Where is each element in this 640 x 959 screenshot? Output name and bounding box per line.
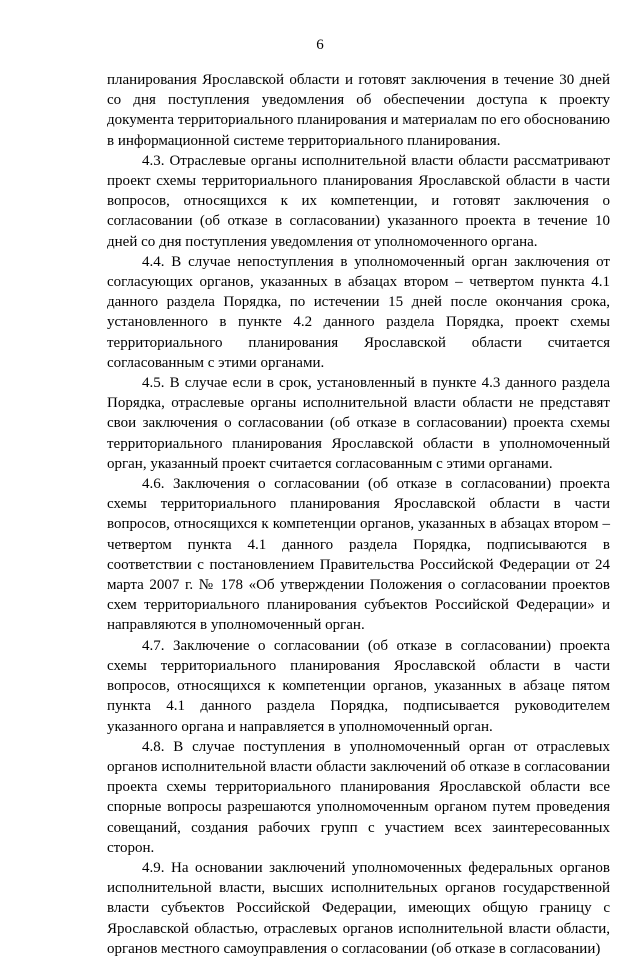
page-number: 6 [316, 37, 324, 53]
paragraph-4-8: 4.8. В случае поступления в уполномоченный орган от отраслевых органов исполнительной власти области заключений об отказе в согласовании проекта схемы территориального планирования Ярославской области все спорные вопросы разрешаются уполномоченным органом путем проведения совещаний, создания рабочих групп с участием всех заинтересованных сторон. [107, 738, 610, 856]
paragraph-4-4: 4.4. В случае непоступления в уполномоченный орган заключения от согласующих органов, указанных в абзацах втором – четвертом пункта 4.1 данного раздела Порядка, по истечении 15 дней после окончания срока, установленного в пункте 4.2 данного раздела Порядка, проект схемы территориального планирования Ярославской области считается согласованным с этими органами. [107, 253, 610, 371]
paragraph-4-9: 4.9. На основании заключений уполномоченных федеральных органов исполнительной власти, высших исполнительных органов государственной власти субъектов Российской Федерации, имеющих общую границу с Ярославской областью, отраслевых органов исполнительной власти области, органов местного самоуправления о согласовании (об отказе в согласовании) [107, 859, 610, 957]
paragraph-4-6: 4.6. Заключения о согласовании (об отказе в согласовании) проекта схемы территориального планирования Ярославской области в части вопросов, относящихся к компетенции органов, указанных в абзацах втором – четвертом пункта 4.1 данного раздела Порядка, подписываются в соответствии с постановлением Правительства Российской Федерации от 24 марта 2007 г. № 178 «Об утверждении Положения о согласовании проектов схем территориального планирования субъектов Российской Федерации» и направляются в уполномоченный орган. [107, 476, 610, 634]
paragraph-4-5: 4.5. В случае если в срок, установленный в пункте 4.3 данного раздела Порядка, отраслевые органы исполнительной власти области не представят свои заключения о согласовании (об отказе в согласовании) проекта схемы территориального планирования Ярославской области в уполномоченный орган, указанный проект считается согласованным с этими органами. [107, 375, 610, 472]
document-body [107, 70, 610, 959]
paragraph-continuation: планирования Ярославской области и готовят заключения в течение 30 дней со дня поступления уведомления об обеспечении доступа к проекту документа территориального планирования и материалам по его обоснованию в информационной системе территориального планирования. [107, 72, 610, 149]
paragraph-4-7: 4.7. Заключение о согласовании (об отказе в согласовании) проекта схемы территориального планирования Ярославской области в части вопросов, относящихся к компетенции органов, указанных в абзаце пятом пункта 4.1 данного раздела Порядка, подписывается руководителем указанного органа и направляется в уполномоченный орган. [107, 637, 610, 735]
paragraph-4-3: 4.3. Отраслевые органы исполнительной власти области рассматривают проект схемы территориального планирования Ярославской области в части вопросов, относящихся к их компетенции, и готовят заключения о согласовании (об отказе в согласовании) указанного проекта в течение 10 дней со дня поступления уведомления от уполномоченного органа. [107, 152, 610, 250]
